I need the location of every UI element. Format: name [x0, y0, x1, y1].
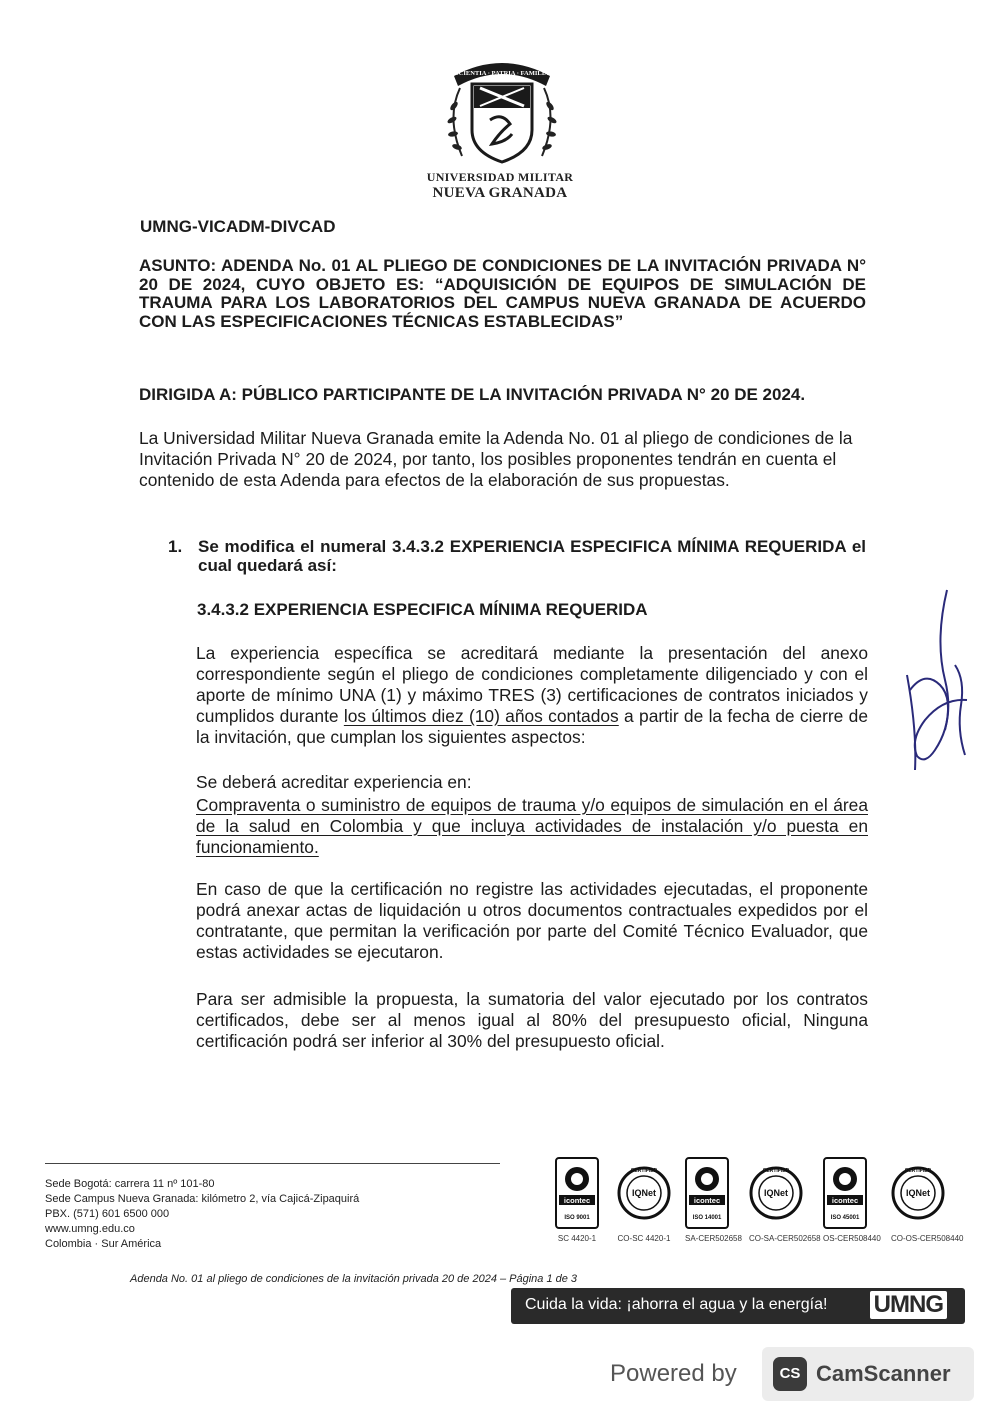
camscanner-badge	[762, 1347, 974, 1401]
university-crest-logo	[440, 48, 564, 174]
banner-text: Cuida la vida: ¡ahorra el agua y la energía!	[525, 1296, 828, 1313]
paragraph-text: La experiencia específica se acreditará mediante la presentación del anexo correspondiente según el pliego de condiciones completamente diligenciado y con el aporte de mínimo UNA (1) y máximo TRES (3) certificaciones de contratos iniciados y cumplidos durante	[196, 643, 868, 726]
university-name-line2: NUEVA GRANADA	[432, 185, 568, 201]
powered-by-label: Powered by	[610, 1360, 737, 1387]
camscanner-name: CamScanner	[816, 1361, 951, 1386]
cert-standard: CERTIFIED	[762, 1168, 790, 1174]
experience-paragraph	[196, 643, 868, 748]
cert-brand: IQNet	[763, 1188, 789, 1198]
addressed-to: DIRIGIDA A: PÚBLICO PARTICIPANTE DE LA INVITACIÓN PRIVADA N° 20 DE 2024.	[139, 385, 806, 404]
admissibility-paragraph: Para ser admisible la propuesta, la sumatoria del valor ejecutado por los contratos certificados, debe ser al menos igual al 80% del presupuesto oficial, Ninguna certificación podrá ser inferior al 30% del presupuesto oficial.	[196, 989, 868, 1051]
section-subheading: 3.4.3.2 EXPERIENCIA ESPECIFICA MÍNIMA REQUERIDA	[197, 600, 648, 619]
cert-standard: ISO 14001	[692, 1215, 722, 1221]
umng-brand-logo: UMNG	[870, 1291, 947, 1319]
cert-standard: ISO 45001	[830, 1215, 860, 1221]
cert-code: SC 4420-1	[557, 1234, 597, 1243]
cert-brand: IQNet	[631, 1188, 657, 1198]
list-item-number: 1.	[168, 537, 183, 556]
certification-paragraph: En caso de que la certificación no registre las actividades ejecutadas, el proponente podrá anexar actas de liquidación u otros documentos contractuales expedidos por el contratante, que permitan la verificación por parte del Comité Técnico Evaluador, que estas actividades se ejecutaron.	[196, 879, 868, 962]
subject-heading: ASUNTO: ADENDA No. 01 AL PLIEGO DE CONDICIONES DE LA INVITACIÓN PRIVADA N° 20 DE 2024, CUYO OBJETO ES: “ADQUISICIÓN DE EQUIPOS DE SIMULACIÓN DE TRAUMA PARA LOS LABORATORIOS DEL CAMPUS NUEVA GRANADA DE ACUERDO CON LAS ESPECIFICACIONES TÉCNICAS ESTABLECIDAS”	[139, 256, 866, 331]
underlined-text: Compraventa o suministro de equipos de trauma y/o equipos de simulación en el área de la salud en Colombia y que incluya actividades de instalación y/o puesta en funcionamiento.	[196, 795, 868, 857]
footer-address	[45, 1177, 359, 1252]
address-line: www.umng.edu.co	[45, 1223, 135, 1235]
logo-motto: SCIENTIA · PATRIA · FAMILIA	[455, 70, 549, 77]
address-line: Sede Bogotá: carrera 11 nº 101-80	[45, 1178, 215, 1190]
cert-code: SA-CER502658	[685, 1234, 742, 1243]
underlined-text: los últimos diez (10) años contados	[343, 706, 619, 726]
footer-banner	[511, 1288, 965, 1324]
icontec-logo	[685, 1157, 742, 1243]
footer-divider	[45, 1163, 500, 1164]
camscanner-icon: CS	[773, 1357, 807, 1391]
intro-paragraph: La Universidad Militar Nueva Granada emite la Adenda No. 01 al pliego de condiciones de la Invitación Privada N° 20 de 2024, por tanto, los posibles proponentes tendrán en cuenta el contenido de esta Adenda para efectos de la elaboración de sus propuestas.	[139, 428, 853, 490]
cert-brand: icontec	[563, 1196, 591, 1205]
experience-requirement	[196, 795, 868, 858]
address-line: Colombia · Sur América	[45, 1238, 162, 1250]
experience-label: Se deberá acreditar experiencia en:	[196, 772, 472, 792]
handwritten-signature	[895, 580, 980, 780]
cert-brand: icontec	[831, 1196, 859, 1205]
page-footer-note: Adenda No. 01 al pliego de condiciones de la invitación privada 20 de 2024 – Página 1 de 3	[130, 1273, 578, 1285]
address-line: PBX. (571) 601 6500 000	[45, 1208, 170, 1220]
cert-code: CO-OS-CER508440	[891, 1234, 964, 1243]
cert-brand: IQNet	[905, 1188, 931, 1198]
cert-code: OS-CER508440	[823, 1234, 881, 1243]
iqnet-logo	[749, 1157, 821, 1243]
cert-standard: CERTIFIED	[630, 1168, 658, 1174]
icontec-logo	[823, 1157, 881, 1243]
paragraph-text: a partir de la fecha de cierre de la invitación, que cumplan los siguientes aspectos:	[196, 706, 868, 747]
university-name-line1: UNIVERSIDAD MILITAR	[426, 170, 574, 184]
cert-code: CO-SA-CER502658	[749, 1234, 821, 1243]
iqnet-logo	[891, 1157, 964, 1243]
icontec-logo	[555, 1157, 599, 1243]
cert-code: CO-SC 4420-1	[617, 1234, 671, 1243]
iqnet-logo	[617, 1157, 671, 1243]
cert-standard: ISO 9001	[564, 1215, 590, 1221]
cert-standard: CERTIFIED	[904, 1168, 932, 1174]
document-code: UMNG-VICADM-DIVCAD	[140, 217, 336, 236]
list-item-text: Se modifica el numeral 3.4.3.2 EXPERIENCIA ESPECIFICA MÍNIMA REQUERIDA el cual quedará así:	[198, 537, 866, 575]
address-line: Sede Campus Nueva Granada: kilómetro 2, vía Cajicá-Zipaquirá	[45, 1193, 360, 1205]
certification-logos	[545, 1157, 965, 1267]
cert-brand: icontec	[693, 1196, 721, 1205]
